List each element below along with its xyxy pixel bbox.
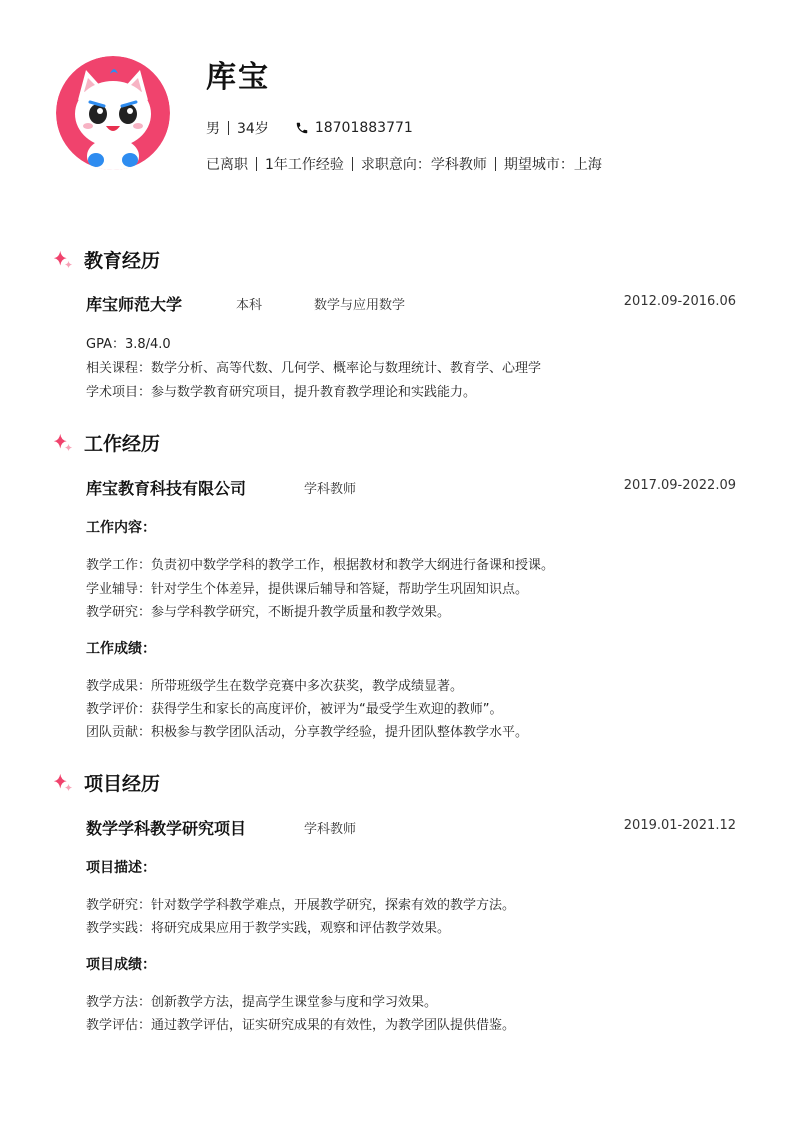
gpa-line: GPA：3.8/4.0 bbox=[86, 337, 171, 352]
major: 数学与应用数学 bbox=[314, 298, 406, 313]
work-result-line: 教学评价：获得学生和家长的高度评价，被评为“最受学生欢迎的教师”。 bbox=[86, 702, 503, 717]
work-content-line: 教学工作：负责初中数学学科的教学工作，根据教材和教学大纲进行备课和授课。 bbox=[86, 558, 555, 573]
sparkle-icon bbox=[52, 772, 74, 794]
degree: 本科 bbox=[236, 298, 263, 313]
work-content-heading: 工作内容： bbox=[86, 520, 156, 536]
education-section-header bbox=[52, 246, 160, 273]
divider bbox=[495, 157, 496, 171]
expected-city: 期望城市：上海 bbox=[503, 157, 602, 173]
education-date: 2012.09-2016.06 bbox=[623, 294, 736, 309]
work-result-line: 教学成果：所带班级学生在数学竞赛中多次获奖，教学成绩显著。 bbox=[86, 679, 464, 694]
work-entry bbox=[86, 476, 736, 500]
work-result-line: 团队贡献：积极参与教学团队活动，分享教学经验，提升团队整体教学水平。 bbox=[86, 725, 529, 740]
job-intent: 求职意向：学科教师 bbox=[360, 157, 487, 173]
project-desc-line: 教学研究：针对数学学科教学难点，开展教学研究，探索有效的教学方法。 bbox=[86, 898, 516, 913]
section-title: 项目经历 bbox=[84, 773, 161, 795]
phone-icon bbox=[295, 121, 309, 135]
section-title: 工作经历 bbox=[84, 433, 161, 455]
school-name: 库宝师范大学 bbox=[86, 295, 183, 314]
project-result-line: 教学方法：创新教学方法，提高学生课堂参与度和学习效果。 bbox=[86, 995, 438, 1010]
project-result-line: 教学评估：通过教学评估，证实研究成果的有效性，为教学团队提供借鉴。 bbox=[86, 1018, 516, 1033]
project-desc-heading: 项目描述： bbox=[86, 860, 156, 876]
project-role: 学科教师 bbox=[304, 822, 357, 837]
work-experience: 1年工作经验 bbox=[265, 157, 344, 173]
section-title: 教育经历 bbox=[84, 250, 161, 272]
basic-info bbox=[206, 118, 413, 138]
job-info bbox=[206, 154, 602, 174]
project-date: 2019.01-2021.12 bbox=[623, 818, 736, 833]
project-section-header bbox=[52, 769, 160, 796]
project-name: 数学学科教学研究项目 bbox=[86, 819, 247, 838]
phone-number: 18701883771 bbox=[314, 120, 413, 136]
courses-line: 相关课程：数学分析、高等代数、几何学、概率论与数理统计、教育学、心理学 bbox=[86, 361, 542, 376]
avatar bbox=[56, 56, 170, 170]
project-desc-line: 教学实践：将研究成果应用于教学实践，观察和评估教学效果。 bbox=[86, 921, 451, 936]
job-status: 已离职 bbox=[206, 157, 248, 173]
work-content-line: 教学研究：参与学科教学研究，不断提升教学质量和教学效果。 bbox=[86, 605, 451, 620]
divider bbox=[256, 157, 257, 171]
candidate-name: 库宝 bbox=[206, 60, 270, 95]
divider bbox=[228, 121, 229, 135]
sparkle-icon bbox=[52, 249, 74, 271]
company-name: 库宝教育科技有限公司 bbox=[86, 479, 247, 498]
education-entry bbox=[86, 292, 736, 316]
age: 34岁 bbox=[237, 121, 269, 137]
work-date: 2017.09-2022.09 bbox=[623, 478, 736, 493]
mascot-avatar-icon bbox=[56, 56, 170, 170]
academic-project-line: 学术项目：参与数学教育研究项目，提升教育教学理论和实践能力。 bbox=[86, 385, 477, 400]
divider bbox=[352, 157, 353, 171]
work-results-heading: 工作成绩： bbox=[86, 641, 156, 657]
sparkle-icon bbox=[52, 432, 74, 454]
phone-contact[interactable] bbox=[295, 120, 413, 136]
project-entry bbox=[86, 816, 736, 840]
work-role: 学科教师 bbox=[304, 482, 357, 497]
work-content-line: 学业辅导：针对学生个体差异，提供课后辅导和答疑，帮助学生巩固知识点。 bbox=[86, 582, 529, 597]
project-results-heading: 项目成绩： bbox=[86, 957, 156, 973]
gender: 男 bbox=[206, 121, 220, 137]
work-section-header bbox=[52, 429, 160, 456]
